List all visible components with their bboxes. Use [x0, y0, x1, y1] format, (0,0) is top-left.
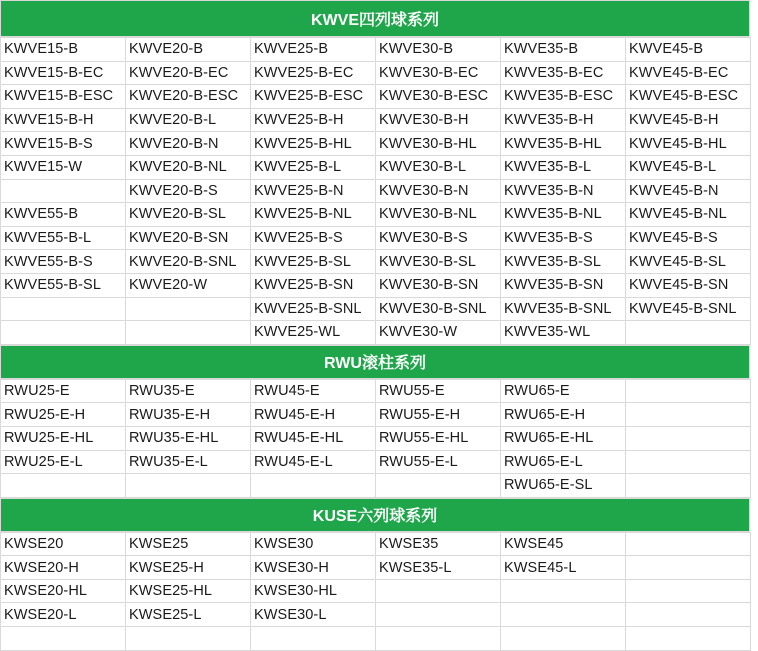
table-cell[interactable]: KWVE20-B — [126, 38, 251, 62]
table-cell[interactable]: KWVE20-B-S — [126, 179, 251, 203]
table-row — [1, 556, 751, 580]
table-cell[interactable]: KWVE20-W — [126, 273, 251, 297]
table-cell[interactable]: KWSE30-HL — [251, 579, 376, 603]
table-row — [1, 403, 751, 427]
table-cell[interactable] — [626, 426, 751, 450]
table-cell[interactable]: RWU55-E-H — [376, 403, 501, 427]
table-cell[interactable]: KWVE35-B-SN — [501, 273, 626, 297]
table-row — [1, 297, 751, 321]
table-cell[interactable]: KWVE20-B-ESC — [126, 85, 251, 109]
table-cell[interactable] — [126, 474, 251, 498]
table-cell[interactable]: KWVE35-B-NL — [501, 203, 626, 227]
table-kuse — [0, 532, 751, 651]
table-cell[interactable]: KWVE20-B-L — [126, 108, 251, 132]
table-cell[interactable]: KWVE15-B-S — [1, 132, 126, 156]
table-row — [1, 179, 751, 203]
table-cell[interactable]: KWSE20-HL — [1, 579, 126, 603]
table-rwu — [0, 379, 751, 498]
table-cell[interactable] — [626, 556, 751, 580]
table-cell[interactable] — [626, 474, 751, 498]
table-row — [1, 603, 751, 627]
section-title: KWVE四列球系列 — [310, 12, 439, 29]
table-cell[interactable] — [376, 603, 501, 627]
table-cell[interactable] — [251, 474, 376, 498]
table-cell[interactable]: KWVE55-B-SL — [1, 273, 126, 297]
table-cell[interactable] — [626, 532, 751, 556]
table-cell[interactable] — [376, 579, 501, 603]
table-row — [1, 273, 751, 297]
table-cell[interactable]: RWU25-E-L — [1, 450, 126, 474]
table-cell[interactable]: KWVE35-B-HL — [501, 132, 626, 156]
table-cell[interactable]: KWSE25-L — [126, 603, 251, 627]
table-cell[interactable]: KWVE30-B-SN — [376, 273, 501, 297]
table-kwve — [0, 37, 751, 345]
table-cell[interactable]: RWU45-E — [251, 379, 376, 403]
table-cell[interactable]: KWVE45-B-SL — [626, 250, 751, 274]
table-cell[interactable]: KWVE15-B — [1, 38, 126, 62]
table-cell[interactable]: KWVE25-WL — [251, 321, 376, 345]
table-cell[interactable]: KWVE30-W — [376, 321, 501, 345]
table-cell[interactable] — [626, 379, 751, 403]
table-cell[interactable]: KWVE20-B-N — [126, 132, 251, 156]
table-cell[interactable]: KWSE20-L — [1, 603, 126, 627]
table-cell[interactable]: KWVE55-B-S — [1, 250, 126, 274]
table-cell[interactable]: KWSE30 — [251, 532, 376, 556]
table-cell[interactable]: KWVE25-B-NL — [251, 203, 376, 227]
table-cell[interactable]: KWVE25-B-L — [251, 155, 376, 179]
table-cell[interactable] — [1, 474, 126, 498]
table-cell[interactable]: KWVE30-B-SNL — [376, 297, 501, 321]
table-cell[interactable]: KWVE45-B-S — [626, 226, 751, 250]
table-cell[interactable] — [501, 627, 626, 651]
table-cell[interactable] — [501, 579, 626, 603]
table-cell[interactable]: RWU35-E-L — [126, 450, 251, 474]
table-cell[interactable]: KWVE35-B-SNL — [501, 297, 626, 321]
table-row — [1, 132, 751, 156]
table-cell[interactable]: RWU55-E — [376, 379, 501, 403]
table-cell[interactable]: RWU25-E-HL — [1, 426, 126, 450]
table-cell[interactable]: KWVE55-B-L — [1, 226, 126, 250]
table-cell[interactable]: KWVE30-B-H — [376, 108, 501, 132]
table-cell[interactable] — [626, 450, 751, 474]
table-cell[interactable]: KWVE45-B-EC — [626, 61, 751, 85]
table-cell[interactable] — [626, 579, 751, 603]
section-header-rwu — [0, 345, 750, 379]
table-row — [1, 61, 751, 85]
table-cell[interactable]: RWU65-E — [501, 379, 626, 403]
table-cell[interactable]: KWVE45-B-L — [626, 155, 751, 179]
table-cell[interactable]: KWVE45-B-HL — [626, 132, 751, 156]
table-cell[interactable]: RWU55-E-HL — [376, 426, 501, 450]
table-row — [1, 38, 751, 62]
table-cell[interactable] — [626, 321, 751, 345]
table-cell[interactable]: RWU45-E-HL — [251, 426, 376, 450]
table-cell[interactable] — [126, 627, 251, 651]
table-cell[interactable]: KWVE25-B-SNL — [251, 297, 376, 321]
table-cell[interactable]: KWVE20-B-NL — [126, 155, 251, 179]
table-row — [1, 85, 751, 109]
table-row — [1, 379, 751, 403]
table-row — [1, 532, 751, 556]
table-cell[interactable] — [626, 603, 751, 627]
section-header-kuse — [0, 498, 750, 532]
table-cell[interactable]: KWVE25-B-N — [251, 179, 376, 203]
table-cell[interactable]: KWSE30-H — [251, 556, 376, 580]
table-cell[interactable]: RWU35-E-HL — [126, 426, 251, 450]
table-row — [1, 627, 751, 651]
table-row — [1, 450, 751, 474]
table-cell[interactable] — [1, 297, 126, 321]
table-cell[interactable]: KWVE25-B-SL — [251, 250, 376, 274]
table-cell[interactable]: KWSE25-H — [126, 556, 251, 580]
table-cell[interactable]: KWSE25-HL — [126, 579, 251, 603]
table-cell[interactable]: RWU55-E-L — [376, 450, 501, 474]
table-row — [1, 579, 751, 603]
table-cell[interactable]: KWVE35-B-H — [501, 108, 626, 132]
table-cell[interactable]: KWVE45-B-H — [626, 108, 751, 132]
table-cell[interactable]: KWSE45-L — [501, 556, 626, 580]
table-cell[interactable]: KWVE20-B-SL — [126, 203, 251, 227]
table-cell[interactable]: KWSE20-H — [1, 556, 126, 580]
table-cell[interactable]: KWVE35-B — [501, 38, 626, 62]
table-cell[interactable]: KWVE15-B-H — [1, 108, 126, 132]
table-cell[interactable] — [626, 403, 751, 427]
table-cell[interactable]: KWVE20-B-SN — [126, 226, 251, 250]
table-row — [1, 426, 751, 450]
table-cell[interactable]: KWVE35-B-EC — [501, 61, 626, 85]
table-cell[interactable]: KWVE45-B — [626, 38, 751, 62]
table-cell[interactable]: KWVE30-B-L — [376, 155, 501, 179]
table-row — [1, 474, 751, 498]
table-cell[interactable]: KWVE55-B — [1, 203, 126, 227]
section-header-kwve — [0, 0, 750, 37]
table-cell[interactable]: KWVE30-B-SL — [376, 250, 501, 274]
table-row — [1, 226, 751, 250]
table-cell[interactable]: KWVE30-B-N — [376, 179, 501, 203]
table-row — [1, 155, 751, 179]
table-cell[interactable]: KWVE35-B-N — [501, 179, 626, 203]
table-cell[interactable]: KWSE35 — [376, 532, 501, 556]
table-cell[interactable]: RWU25-E-H — [1, 403, 126, 427]
table-cell[interactable]: RWU35-E — [126, 379, 251, 403]
table-cell[interactable]: KWVE25-B-S — [251, 226, 376, 250]
table-cell[interactable]: KWVE45-B-N — [626, 179, 751, 203]
table-cell[interactable]: KWVE15-B-EC — [1, 61, 126, 85]
table-cell[interactable]: KWVE20-B-EC — [126, 61, 251, 85]
table-cell[interactable]: RWU65-E-HL — [501, 426, 626, 450]
table-cell[interactable]: KWVE30-B — [376, 38, 501, 62]
table-cell[interactable]: KWVE35-B-ESC — [501, 85, 626, 109]
table-cell[interactable]: KWVE45-B-ESC — [626, 85, 751, 109]
table-cell[interactable] — [126, 297, 251, 321]
table-cell[interactable]: RWU65-E-SL — [501, 474, 626, 498]
table-cell[interactable] — [1, 627, 126, 651]
section-title: KUSE六列球系列 — [312, 508, 438, 526]
table-cell[interactable] — [376, 474, 501, 498]
table-cell[interactable]: KWVE35-B-SL — [501, 250, 626, 274]
table-cell[interactable] — [251, 627, 376, 651]
table-cell[interactable]: KWSE35-L — [376, 556, 501, 580]
table-cell[interactable]: KWVE45-B-NL — [626, 203, 751, 227]
table-cell[interactable] — [1, 321, 126, 345]
table-cell[interactable]: RWU45-E-L — [251, 450, 376, 474]
table-cell[interactable] — [626, 627, 751, 651]
table-cell[interactable] — [501, 603, 626, 627]
table-cell[interactable]: KWVE30-B-HL — [376, 132, 501, 156]
table-cell[interactable]: KWVE15-B-ESC — [1, 85, 126, 109]
table-cell[interactable]: RWU25-E — [1, 379, 126, 403]
table-cell[interactable] — [1, 179, 126, 203]
table-cell[interactable]: KWVE30-B-ESC — [376, 85, 501, 109]
table-cell[interactable]: KWSE20 — [1, 532, 126, 556]
table-row — [1, 250, 751, 274]
table-cell[interactable]: KWVE35-B-L — [501, 155, 626, 179]
table-row — [1, 108, 751, 132]
table-cell[interactable]: KWSE25 — [126, 532, 251, 556]
table-cell[interactable] — [376, 627, 501, 651]
table-cell[interactable]: KWSE45 — [501, 532, 626, 556]
table-cell[interactable]: KWVE25-B-EC — [251, 61, 376, 85]
section-title: RWU滚柱系列 — [324, 355, 426, 373]
table-cell[interactable]: KWVE35-B-S — [501, 226, 626, 250]
table-cell[interactable]: KWVE25-B-HL — [251, 132, 376, 156]
table-cell[interactable]: KWVE25-B-SN — [251, 273, 376, 297]
table-row — [1, 203, 751, 227]
table-cell[interactable]: KWVE25-B — [251, 38, 376, 62]
table-cell[interactable]: KWVE30-B-NL — [376, 203, 501, 227]
table-cell[interactable]: KWVE20-B-SNL — [126, 250, 251, 274]
table-cell[interactable]: RWU65-E-H — [501, 403, 626, 427]
table-cell[interactable]: KWVE45-B-SN — [626, 273, 751, 297]
table-cell[interactable]: KWVE35-WL — [501, 321, 626, 345]
table-cell[interactable]: RWU35-E-H — [126, 403, 251, 427]
table-row — [1, 321, 751, 345]
table-cell[interactable]: KWSE30-L — [251, 603, 376, 627]
table-cell[interactable]: KWVE30-B-S — [376, 226, 501, 250]
table-cell[interactable] — [126, 321, 251, 345]
table-cell[interactable]: KWVE25-B-H — [251, 108, 376, 132]
table-cell[interactable]: RWU65-E-L — [501, 450, 626, 474]
table-cell[interactable]: RWU45-E-H — [251, 403, 376, 427]
table-cell[interactable]: KWVE30-B-EC — [376, 61, 501, 85]
table-cell[interactable]: KWVE45-B-SNL — [626, 297, 751, 321]
table-cell[interactable]: KWVE15-W — [1, 155, 126, 179]
table-cell[interactable]: KWVE25-B-ESC — [251, 85, 376, 109]
